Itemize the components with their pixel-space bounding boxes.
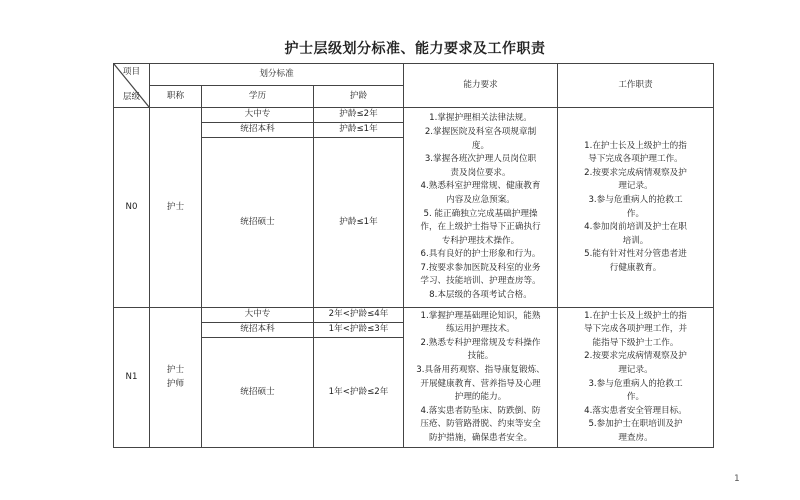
n1-duty-line: 2.按要求完成病情观察及护 (584, 351, 687, 362)
n1-age-3: 1年<护龄≤2年 (314, 338, 404, 448)
n1-age-1: 2年<护龄≤4年 (314, 308, 404, 323)
n1-ability-line: 压疮、防管路滑脱、约束等安全 (420, 419, 541, 430)
n0-ability-line: 7.按要求参加医院及科室的业务 (420, 262, 541, 273)
post-n1-line-1: 护士 (166, 364, 185, 375)
n1-edu-2: 统招本科 (202, 323, 314, 338)
n0-age-3: 护龄≤1年 (314, 138, 404, 308)
header-level-label: 层级 (122, 92, 141, 103)
n0-duty (558, 108, 714, 308)
level-n0: N0 (114, 108, 150, 308)
n1-duty (558, 308, 714, 448)
n0-ability-line: 责及岗位要求。 (450, 167, 511, 178)
n1-duty-line: 理记录。 (618, 364, 653, 375)
header-post: 职称 (150, 86, 202, 108)
n0-age-2: 护龄≤1年 (314, 123, 404, 138)
header-edu: 学历 (202, 86, 314, 108)
n1-ability-line: 护理的能力。 (454, 392, 507, 403)
n1-ability (404, 308, 558, 448)
n0-duty-line: 4.参加岗前培训及护士在职 (584, 222, 687, 233)
header-item-label: 项目 (122, 67, 141, 77)
post-n1 (150, 308, 202, 448)
n0-ability-line: 内容及应急预案。 (446, 194, 515, 205)
n0-ability-line: 8.本层级的各项考试合格。 (429, 290, 532, 301)
n0-edu-2: 统招本科 (202, 123, 314, 138)
n1-duty-line: 4.落实患者安全管理目标。 (584, 405, 687, 416)
page-title: 护士层级划分标准、能力要求及工作职责 (284, 41, 546, 57)
n0-edu-3: 统招硕士 (202, 138, 314, 308)
n0-duty-line: 3.参与危重病人的抢救工 (588, 194, 683, 205)
n0-ability-line: 5. 能正确独立完成基础护理操 (423, 208, 538, 219)
n0-duty-line: 导下完成各项护理工作。 (588, 154, 683, 165)
n1-duty-line: 导下完成各项护理工作，并 (583, 324, 688, 335)
n0-ability-line: 1.掌握护理相关法律法规。 (429, 113, 532, 124)
n1-duty-line: 能指导下级护士工作。 (592, 337, 679, 348)
n1-ability-line: 开展健康教育、营养指导及心理 (420, 378, 541, 389)
n0-duty-line: 2.按要求完成病情观察及护 (584, 167, 687, 178)
n1-ability-line: 2.熟悉专科护理常规及专科操作 (420, 337, 541, 348)
level-n1: N1 (114, 308, 150, 448)
post-n1-line-2: 护师 (166, 378, 185, 389)
n0-duty-line: 培训。 (622, 235, 649, 246)
n0-duty-line: 行健康教育。 (609, 262, 662, 273)
n1-ability-line: 技能。 (467, 351, 494, 362)
n0-ability (404, 108, 558, 308)
n0-ability-line: 度。 (471, 140, 490, 151)
n0-ability-line: 6.具有良好的护士形象和行为。 (420, 249, 541, 260)
header-item-level-cell (114, 64, 150, 108)
n0-duty-line: 作。 (626, 208, 645, 219)
header-age: 护龄 (314, 86, 404, 108)
n1-ability-line: 练运用护理技术。 (446, 324, 515, 335)
n1-ability-line: 防护措施，确保患者安全。 (428, 432, 533, 443)
n0-ability-line: 2.掌握医院及科室各项规章制 (424, 126, 537, 137)
post-n0: 护士 (150, 108, 202, 308)
n0-ability-line: 作，在上级护士指导下正确执行 (420, 222, 541, 233)
n1-ability-line: 1.掌握护理基础理论知识，能熟 (420, 310, 541, 321)
n0-ability-line: 学习、技能培训、护理查房等。 (420, 276, 541, 287)
n0-duty-line: 5.能有针对性对分管患者进 (584, 249, 687, 260)
n0-duty-line: 理记录。 (618, 181, 653, 192)
n0-ability-line: 4.熟悉科室护理常规、健康教育 (420, 181, 541, 192)
header-division: 划分标准 (150, 64, 404, 86)
n0-age-1: 护龄≤2年 (314, 108, 404, 123)
n1-duty-line: 理查房。 (618, 432, 653, 443)
header-duty: 工作职责 (558, 64, 714, 108)
n1-duty-line: 5.参加护士在职培训及护 (588, 419, 683, 430)
n1-duty-line: 1.在护士长及上级护士的指 (584, 310, 687, 321)
header-ability: 能力要求 (404, 64, 558, 108)
n1-ability-line: 4.落实患者防坠床、防跌倒、防 (420, 405, 541, 416)
n0-ability-line: 专科护理技术操作。 (441, 235, 520, 246)
nurse-level-table (113, 63, 714, 448)
n0-duty-line: 1.在护士长及上级护士的指 (584, 140, 687, 151)
n1-ability-line: 3.具备用药观察、指导康复锻炼、 (416, 364, 545, 375)
n0-edu-1: 大中专 (202, 108, 314, 123)
n1-duty-line: 3.参与危重病人的抢救工 (588, 378, 683, 389)
n1-duty-line: 作。 (626, 392, 645, 403)
n1-age-2: 1年<护龄≤3年 (314, 323, 404, 338)
n1-edu-1: 大中专 (202, 308, 314, 323)
n0-ability-line: 3.掌握各班次护理人员岗位职 (424, 154, 537, 165)
n1-edu-3: 统招硕士 (202, 338, 314, 448)
page-number: 1 (734, 474, 740, 484)
